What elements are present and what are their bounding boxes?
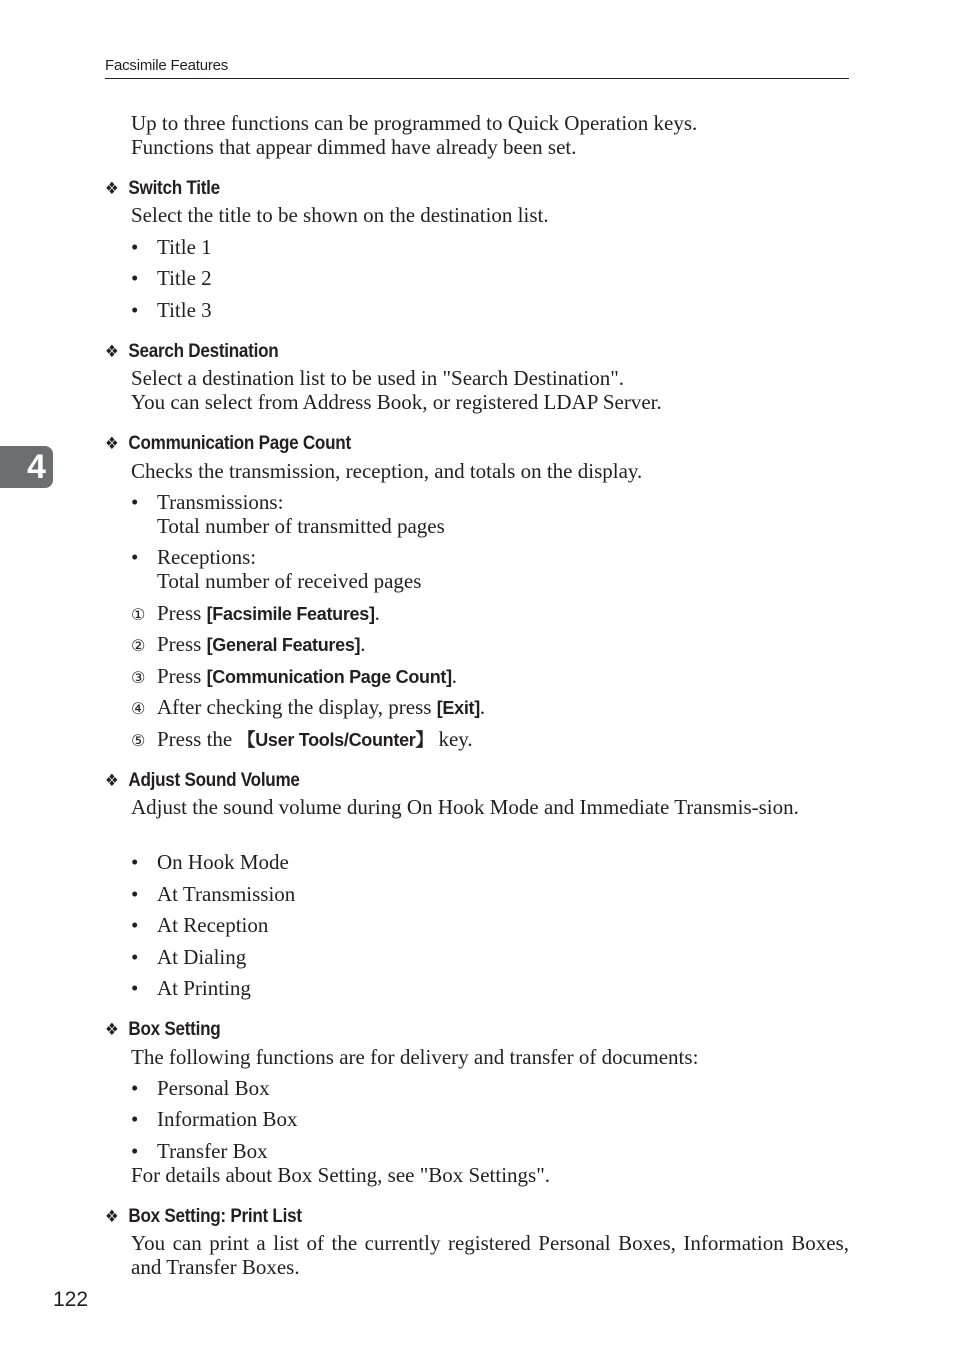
list-item-text: At Printing xyxy=(157,976,251,1000)
section-description: You can print a list of the currently registered Personal Boxes, Information Boxes, and Transfer Boxes. xyxy=(131,1231,849,1279)
list-item-detail: Total number of received pages xyxy=(157,569,422,593)
list-item-text: Information Box xyxy=(157,1107,298,1131)
page-number: 122 xyxy=(53,1288,89,1311)
section-heading-adjust-sound-volume xyxy=(105,769,300,793)
step-number: ① xyxy=(131,605,146,624)
heading-text: Search Destination xyxy=(128,341,279,362)
section-description: Checks the transmission, reception, and totals on the display. xyxy=(131,459,643,483)
step-text-end: . xyxy=(374,601,380,625)
step-text-end: . xyxy=(451,664,458,688)
section-heading-communication-page-count xyxy=(105,432,351,456)
running-header: Facsimile Features xyxy=(105,57,849,79)
step-text-end: . xyxy=(479,695,486,719)
step-text: Press xyxy=(157,664,207,688)
list-item-text: Title 1 xyxy=(157,235,212,259)
step-text: Press xyxy=(157,632,207,656)
bullet-icon: • xyxy=(131,490,139,514)
list-item-text: At Dialing xyxy=(157,945,247,969)
section-heading-search-destination xyxy=(105,340,278,364)
chapter-number: 4 xyxy=(27,448,46,486)
section-heading-box-setting xyxy=(105,1018,220,1042)
section-description: The following functions are for delivery and transfer of documents: xyxy=(131,1045,699,1069)
bullet-icon: • xyxy=(131,1107,139,1131)
bullet-icon: • xyxy=(131,850,139,874)
chapter-tab xyxy=(0,446,53,488)
bullet-icon: • xyxy=(131,1139,139,1163)
list-item-text: At Transmission xyxy=(157,882,296,906)
diamond-bullet-icon: ❖ xyxy=(105,1020,119,1039)
heading-text: Switch Title xyxy=(128,178,220,199)
section-description-line-1: Select a destination list to be used in "Search Destination". xyxy=(131,366,625,390)
list-item-text: Title 3 xyxy=(157,298,212,322)
bullet-icon: • xyxy=(131,1076,139,1100)
key-label: [Communication Page Count] xyxy=(206,667,452,687)
list-item-text: At Reception xyxy=(157,913,269,937)
step-number: ④ xyxy=(131,699,146,718)
intro-line-2: Functions that appear dimmed have already been set. xyxy=(131,135,577,159)
section-description-line-2: You can select from Address Book, or registered LDAP Server. xyxy=(131,390,662,414)
step-number: ⑤ xyxy=(131,731,146,750)
key-label: [Facsimile Features] xyxy=(206,604,375,624)
step-number: ③ xyxy=(131,668,146,687)
bullet-icon: • xyxy=(131,882,139,906)
list-item-text: Title 2 xyxy=(157,266,212,290)
list-item-detail: Total number of transmitted pages xyxy=(157,514,445,538)
step-text: After checking the display, press xyxy=(157,695,437,719)
step-number: ② xyxy=(131,636,146,655)
diamond-bullet-icon: ❖ xyxy=(105,771,119,790)
diamond-bullet-icon: ❖ xyxy=(105,179,119,198)
section-heading-switch-title xyxy=(105,177,220,201)
step-text-end: . xyxy=(360,632,366,656)
section-description: Adjust the sound volume during On Hook Mode and Immediate Transmis-sion. xyxy=(131,795,799,819)
diamond-bullet-icon: ❖ xyxy=(105,342,119,361)
key-label: 【User Tools/Counter】 xyxy=(237,730,434,750)
list-item-text: On Hook Mode xyxy=(157,850,289,874)
bullet-icon: • xyxy=(131,266,139,290)
heading-text: Box Setting xyxy=(128,1019,221,1040)
list-item-text: Transfer Box xyxy=(157,1139,268,1163)
heading-text: Adjust Sound Volume xyxy=(128,770,300,791)
step-text: Press xyxy=(157,601,207,625)
heading-text: Communication Page Count xyxy=(128,433,351,454)
bullet-icon: • xyxy=(131,235,139,259)
list-item-label: Transmissions: xyxy=(157,490,284,514)
diamond-bullet-icon: ❖ xyxy=(105,434,119,453)
section-footnote: For details about Box Setting, see "Box Settings". xyxy=(131,1163,551,1187)
key-label: [Exit] xyxy=(436,698,480,718)
list-item-label: Receptions: xyxy=(157,545,257,569)
step-text: Press the xyxy=(157,727,238,751)
bullet-icon: • xyxy=(131,945,139,969)
step-text-end: key. xyxy=(433,727,473,751)
section-heading-box-setting-print-list xyxy=(105,1205,302,1229)
bullet-icon: • xyxy=(131,913,139,937)
list-item-text: Personal Box xyxy=(157,1076,270,1100)
intro-line-1: Up to three functions can be programmed to Quick Operation keys. xyxy=(131,111,698,135)
bullet-icon: • xyxy=(131,545,139,569)
diamond-bullet-icon: ❖ xyxy=(105,1207,119,1226)
key-label: [General Features] xyxy=(206,635,361,655)
bullet-icon: • xyxy=(131,298,139,322)
bullet-icon: • xyxy=(131,976,139,1000)
section-description: Select the title to be shown on the destination list. xyxy=(131,203,549,227)
heading-text: Box Setting: Print List xyxy=(128,1206,302,1227)
